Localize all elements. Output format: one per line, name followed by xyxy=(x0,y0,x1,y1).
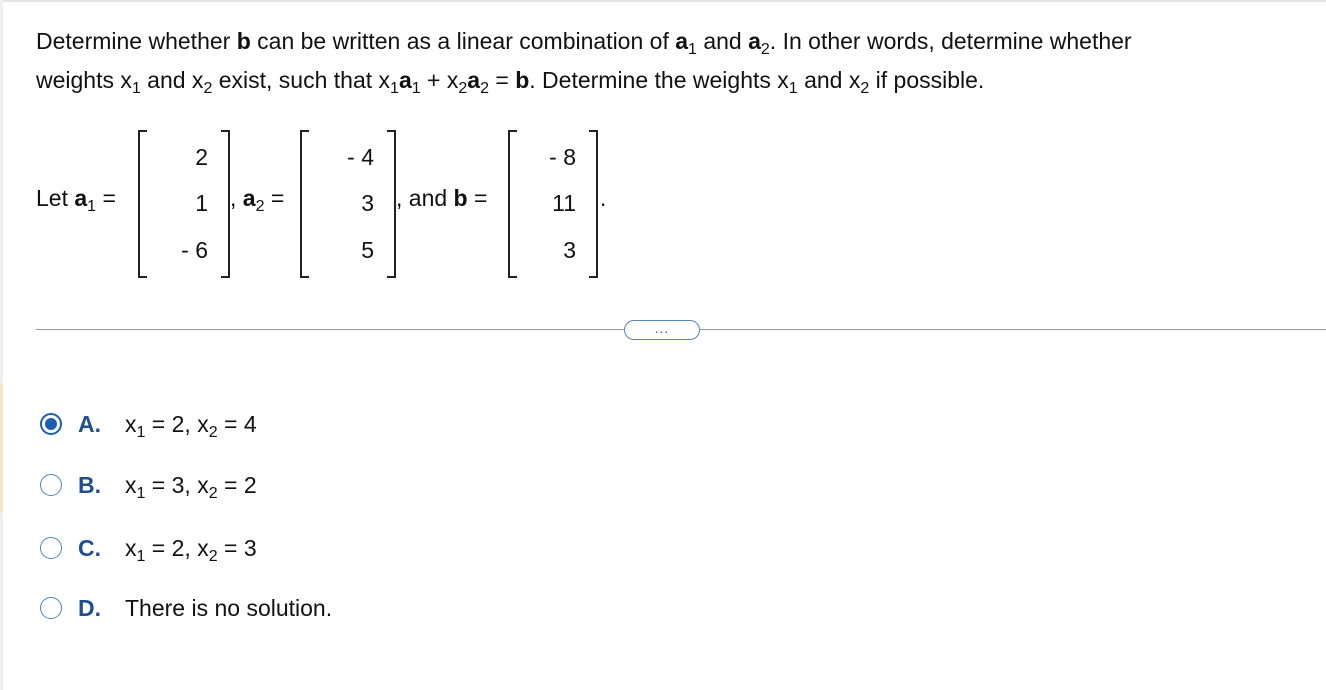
more-options-button[interactable]: ... xyxy=(624,320,700,340)
radio-button[interactable] xyxy=(40,597,62,619)
vector-b xyxy=(508,130,598,275)
vector-entry: 11 xyxy=(552,190,576,216)
choice-text: There is no solution. xyxy=(125,595,333,621)
choice-letter: D. xyxy=(78,595,101,621)
vector-entry: - 6 xyxy=(181,237,208,263)
choice-c[interactable] xyxy=(40,534,300,564)
vector-entry: 5 xyxy=(361,237,374,263)
choice-letter: B. xyxy=(78,472,101,498)
vector-entry: 3 xyxy=(563,237,576,263)
label-a2: , $a_2$ = xyxy=(230,185,285,215)
vector-a2 xyxy=(300,130,396,275)
right-bracket xyxy=(387,130,396,278)
left-border xyxy=(0,0,3,690)
choice-d[interactable] xyxy=(40,594,380,624)
choice-text: $x_1 = 3$, $x_2 = 2$ xyxy=(125,472,257,502)
vector-entry: 1 xyxy=(195,190,208,216)
choice-a[interactable] xyxy=(40,410,300,440)
left-accent-bar xyxy=(0,383,3,513)
left-bracket xyxy=(508,130,517,278)
label-and-b: , and b = xyxy=(396,185,488,211)
radio-button[interactable] xyxy=(40,474,62,496)
choice-text: $x_1 = 2$, $x_2 = 4$ xyxy=(125,411,257,441)
vector-entry: 3 xyxy=(361,190,374,216)
choice-text: $x_1 = 2$, $x_2 = 3$ xyxy=(125,535,257,565)
radio-button[interactable] xyxy=(40,537,62,559)
vector-entry: 2 xyxy=(195,144,208,170)
left-bracket xyxy=(300,130,309,278)
question-text: Determine whether b can be written as a linear combination of $a_1$ and $a_2$. In other words, determine whether weights $x_1$ and $x_2$ exist, such that $x_1a_1 + x_2a_2 = b$. Determine the weights $x_1$ and $x_2$ if possible. xyxy=(36,28,1132,97)
vector-a1 xyxy=(138,130,230,275)
vector-entry: - 8 xyxy=(549,144,576,170)
choice-letter: C. xyxy=(78,535,101,561)
radio-button-selected[interactable] xyxy=(40,413,62,435)
right-bracket xyxy=(221,130,230,278)
label-let-a1: Let $a_1$ = xyxy=(36,185,116,215)
choice-b[interactable] xyxy=(40,471,300,501)
top-border xyxy=(0,0,1326,2)
right-bracket xyxy=(589,130,598,278)
vector-entry: - 4 xyxy=(347,144,374,170)
label-period: . xyxy=(600,185,607,211)
choice-letter: A. xyxy=(78,411,101,437)
left-bracket xyxy=(138,130,147,278)
